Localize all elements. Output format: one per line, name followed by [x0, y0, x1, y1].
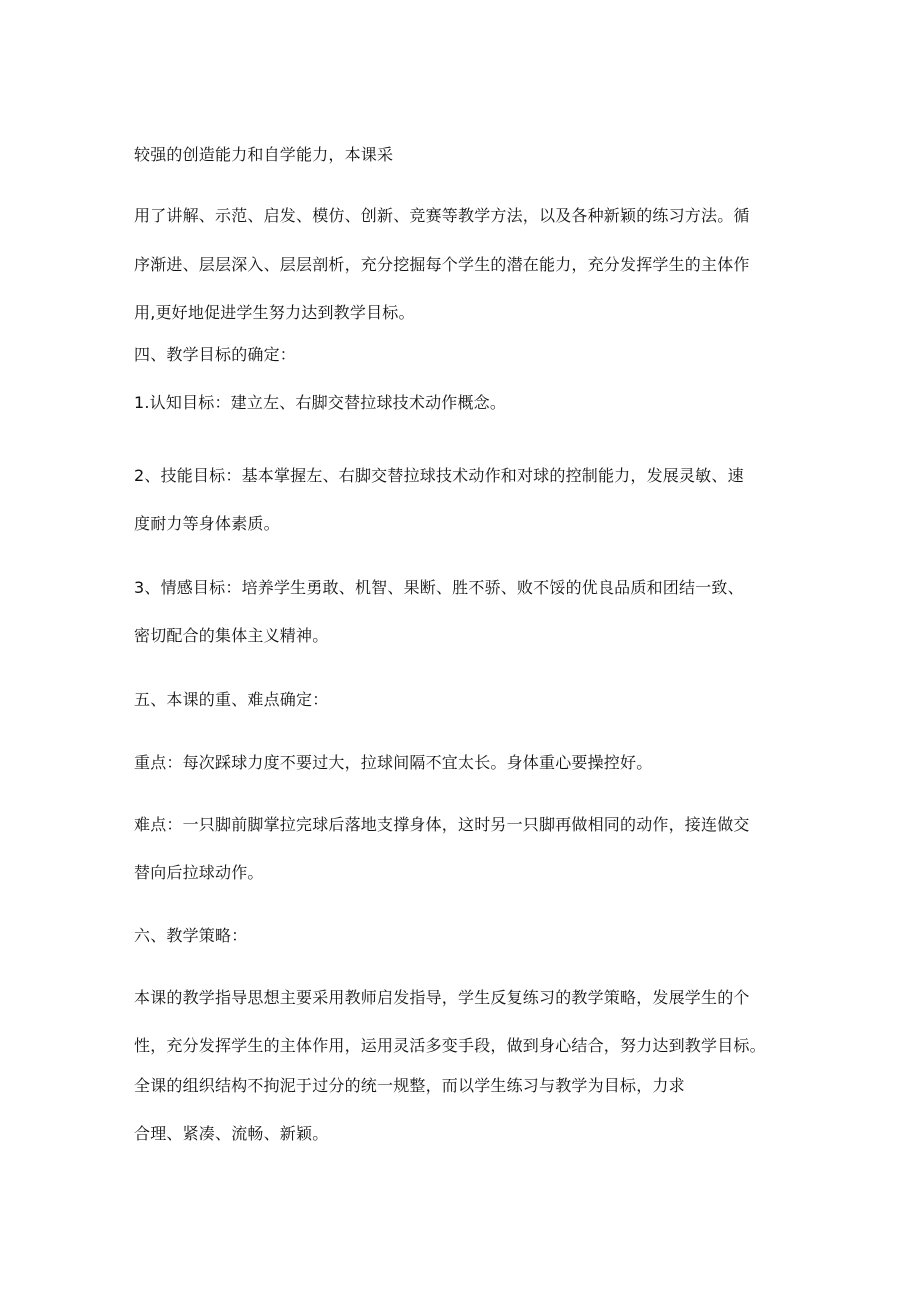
text-line-9: 3、情感目标：培养学生勇敢、机智、果断、胜不骄、败不馁的优良品质和团结一致、: [134, 578, 744, 597]
text-line-7: 2、技能目标：基本掌握左、右脚交替拉球技术动作和对球的控制能力，发展灵敏、速: [134, 466, 744, 485]
text-line-2: 用了讲解、示范、启发、模仿、创新、竞赛等教学方法，以及各种新颖的练习方法。循: [134, 206, 750, 225]
text-line-18: 全课的组织结构不拘泥于过分的统一规整，而以学生练习与教学为目标，力求: [134, 1076, 685, 1095]
section-heading-4: 四、教学目标的确定：: [134, 345, 297, 364]
text-line-3: 序渐进、层层深入、层层剖析，充分挖掘每个学生的潜在能力，充分发挥学生的主体作: [134, 255, 750, 274]
section-heading-6: 六、教学策略：: [134, 926, 248, 945]
text-line-19: 合理、紧凑、流畅、新颖。: [134, 1124, 329, 1143]
text-line-10: 密切配合的集体主义精神。: [134, 626, 329, 645]
text-line-6: 1.认知目标：建立左、右脚交替拉球技术动作概念。: [134, 393, 507, 412]
text-line-4: 用,更好地促进学生努力达到教学目标。: [134, 303, 415, 322]
text-line-16: 本课的教学指导思想主要采用教师启发指导，学生反复练习的教学策略，发展学生的个: [134, 988, 750, 1007]
text-line-1: 较强的创造能力和自学能力，本课采: [134, 145, 394, 164]
section-heading-5: 五、本课的重、难点确定：: [134, 690, 329, 709]
text-line-14: 替向后拉球动作。: [134, 863, 264, 882]
text-line-8: 度耐力等身体素质。: [134, 514, 280, 533]
text-line-17: 性，充分发挥学生的主体作用，运用灵活多变手段，做到身心结合，努力达到教学目标。: [134, 1036, 766, 1055]
text-line-13: 难点：一只脚前脚掌拉完球后落地支撑身体，这时另一只脚再做相同的动作，接连做交: [134, 815, 750, 834]
text-line-12: 重点：每次踩球力度不要过大，拉球间隔不宜太长。身体重心要操控好。: [134, 753, 653, 772]
